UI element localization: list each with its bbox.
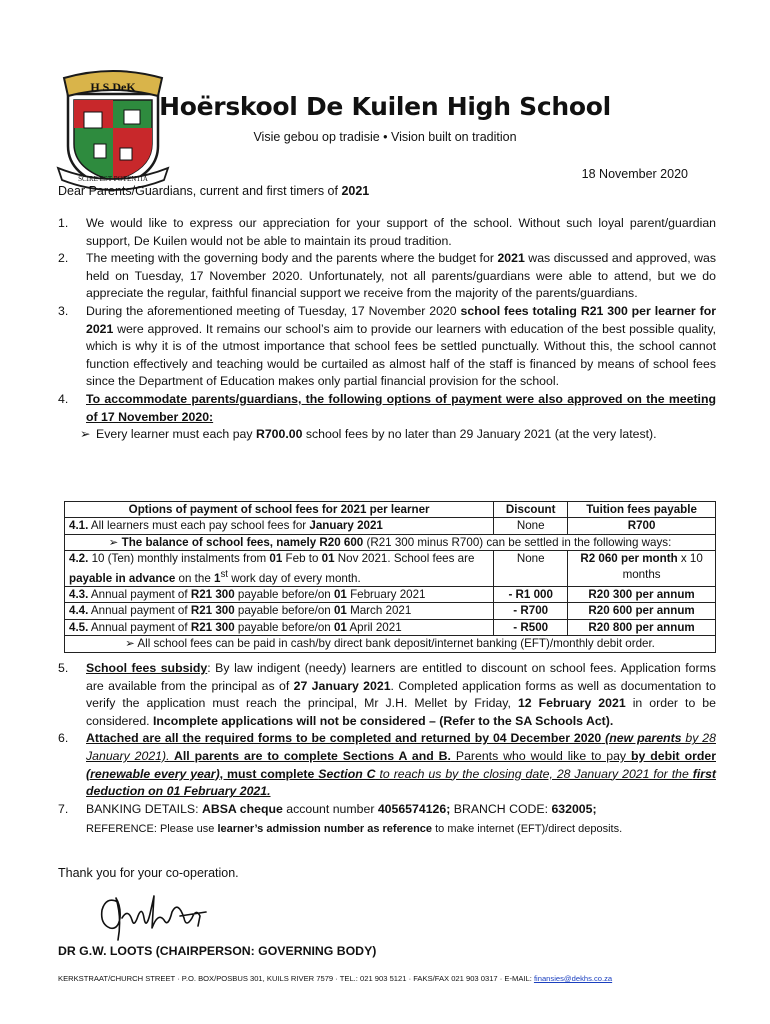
list-item: 7. BANKING DETAILS: ABSA cheque account number 4056574126; BRANCH CODE: 632005; REFERENCE: Please use learner’s admission number as reference to make internet (EFT)/direct deposits. [58, 801, 716, 839]
table-row: 4.4. Annual payment of R21 300 payable before/on 01 March 2021 - R700 R20 600 per annum [65, 603, 716, 619]
closing-thanks: Thank you for your co-operation. [58, 866, 239, 880]
table-row: 4.2. 10 (Ten) monthly instalments from 01 Feb to 01 Nov 2021. School fees are payable in advance on the 1st work day of every month. None R2 060 per month x 10 months [65, 551, 716, 587]
table-row-balance: ➢ The balance of school fees, namely R20 600 (R21 300 minus R700) can be settled in the following ways: [65, 534, 716, 550]
letter-date: 18 November 2020 [581, 167, 688, 181]
list-item: 5. School fees subsidy: By law indigent (needy) learners are entitled to discount on school fees. Application forms are available from the principal as of 27 January 2021. Completed application forms as well as documentation to verify the application must reach the principal, Mr J.H. Mellet by Friday, 12 February 2021 in order to be considered. Incomplete applications will not be considered – (Refer to the SA Schools Act). [58, 661, 716, 728]
arrow-bullet-icon: ➢ [125, 637, 135, 651]
crest-banner-bottom: SCIRE EST POTENTIA [78, 175, 148, 183]
list-item: 3. During the aforementioned meeting of Tuesday, 17 November 2020 school fees totaling R21 300 per learner for 2021 were approved. It remains our school’s aim to provide our learners with education of the best possible quality, which is why it is of the utmost importance that school fees be settled punctually. Without this, the school cannot function effectively and teaching would be curtailed as almost half of the staff is financed by means of school fees since the Department of Education makes only partial financial provision for the school. [58, 303, 716, 389]
arrow-bullet-icon: ➢ [80, 427, 91, 442]
table-row-note: ➢ All school fees can be paid in cash/by direct bank deposit/internet banking (EFT)/monthly debit order. [65, 636, 716, 652]
list-item: 6. Attached are all the required forms to be completed and returned by 04 December 2020 (new parents by 28 January 2021). All parents are to complete Sections A and B. Parents who would like to pay by debit order (renewable every year), must complete Section C to reach us by the closing date, 28 January 2021 for the first deduction on 01 February 2021. [58, 731, 716, 799]
signer-name: DR G.W. LOOTS (CHAIRPERSON: GOVERNING BODY) [58, 944, 377, 958]
table-row: 4.5. Annual payment of R21 300 payable before/on 01 April 2021 - R500 R20 800 per annum [65, 619, 716, 635]
bullet-item: ➢ Every learner must each pay R700.00 school fees by no later than 29 January 2021 (at the very latest). [58, 426, 716, 444]
letter-items-1-4 [58, 215, 716, 444]
school-title: Hoërskool De Kuilen High School [159, 92, 611, 121]
school-motto: Visie gebou op tradisie • Vision built on tradition [253, 130, 517, 144]
table-header-row: Options of payment of school fees for 2021 per learner Discount Tuition fees payable [65, 502, 716, 518]
list-item: 1. We would like to express our appreciation for your support of the school. Without such loyal parent/guardian support, De Kuilen would not be able to maintain its proud tradition. [58, 216, 716, 248]
list-item: 2. The meeting with the governing body and the parents where the budget for 2021 was discussed and approved, was held on Tuesday, 17 November 2020. Unfortunately, not all parents/guardians were able to attend, but we do appreciate the regular, faithful financial support we receive from the majority of the parents/guardians. [58, 251, 716, 301]
table-row: 4.3. Annual payment of R21 300 payable before/on 01 February 2021 - R1 000 R20 300 per annum [65, 586, 716, 602]
banking-reference: REFERENCE: Please use learner’s admission number as reference to make internet (EFT)/direct deposits. [86, 823, 623, 836]
table-row: 4.1. All learners must each pay school fees for January 2021 None R700 [65, 518, 716, 534]
payment-options-table [64, 501, 716, 653]
email-link[interactable]: finansies@dekhs.co.za [533, 974, 613, 983]
crest-banner-top: H S DeK [90, 80, 136, 94]
signature-image [88, 888, 218, 944]
letter-items-5-7 [58, 660, 716, 839]
salutation: Dear Parents/Guardians, current and first timers of 2021 [58, 184, 370, 198]
list-item: 4. To accommodate parents/guardians, the following options of payment were also approved on the meeting of 17 November 2020: [58, 391, 716, 424]
letter-footer: KERKSTRAAT/CHURCH STREET · P.O. BOX/POSBUS 301, KUILS RIVER 7579 · TEL.: 021 903 5121 · FAKS/FAX 021 903 0317 · E-MAIL: finansies@dekhs.co.za [58, 974, 613, 983]
arrow-bullet-icon: ➢ [108, 535, 119, 549]
